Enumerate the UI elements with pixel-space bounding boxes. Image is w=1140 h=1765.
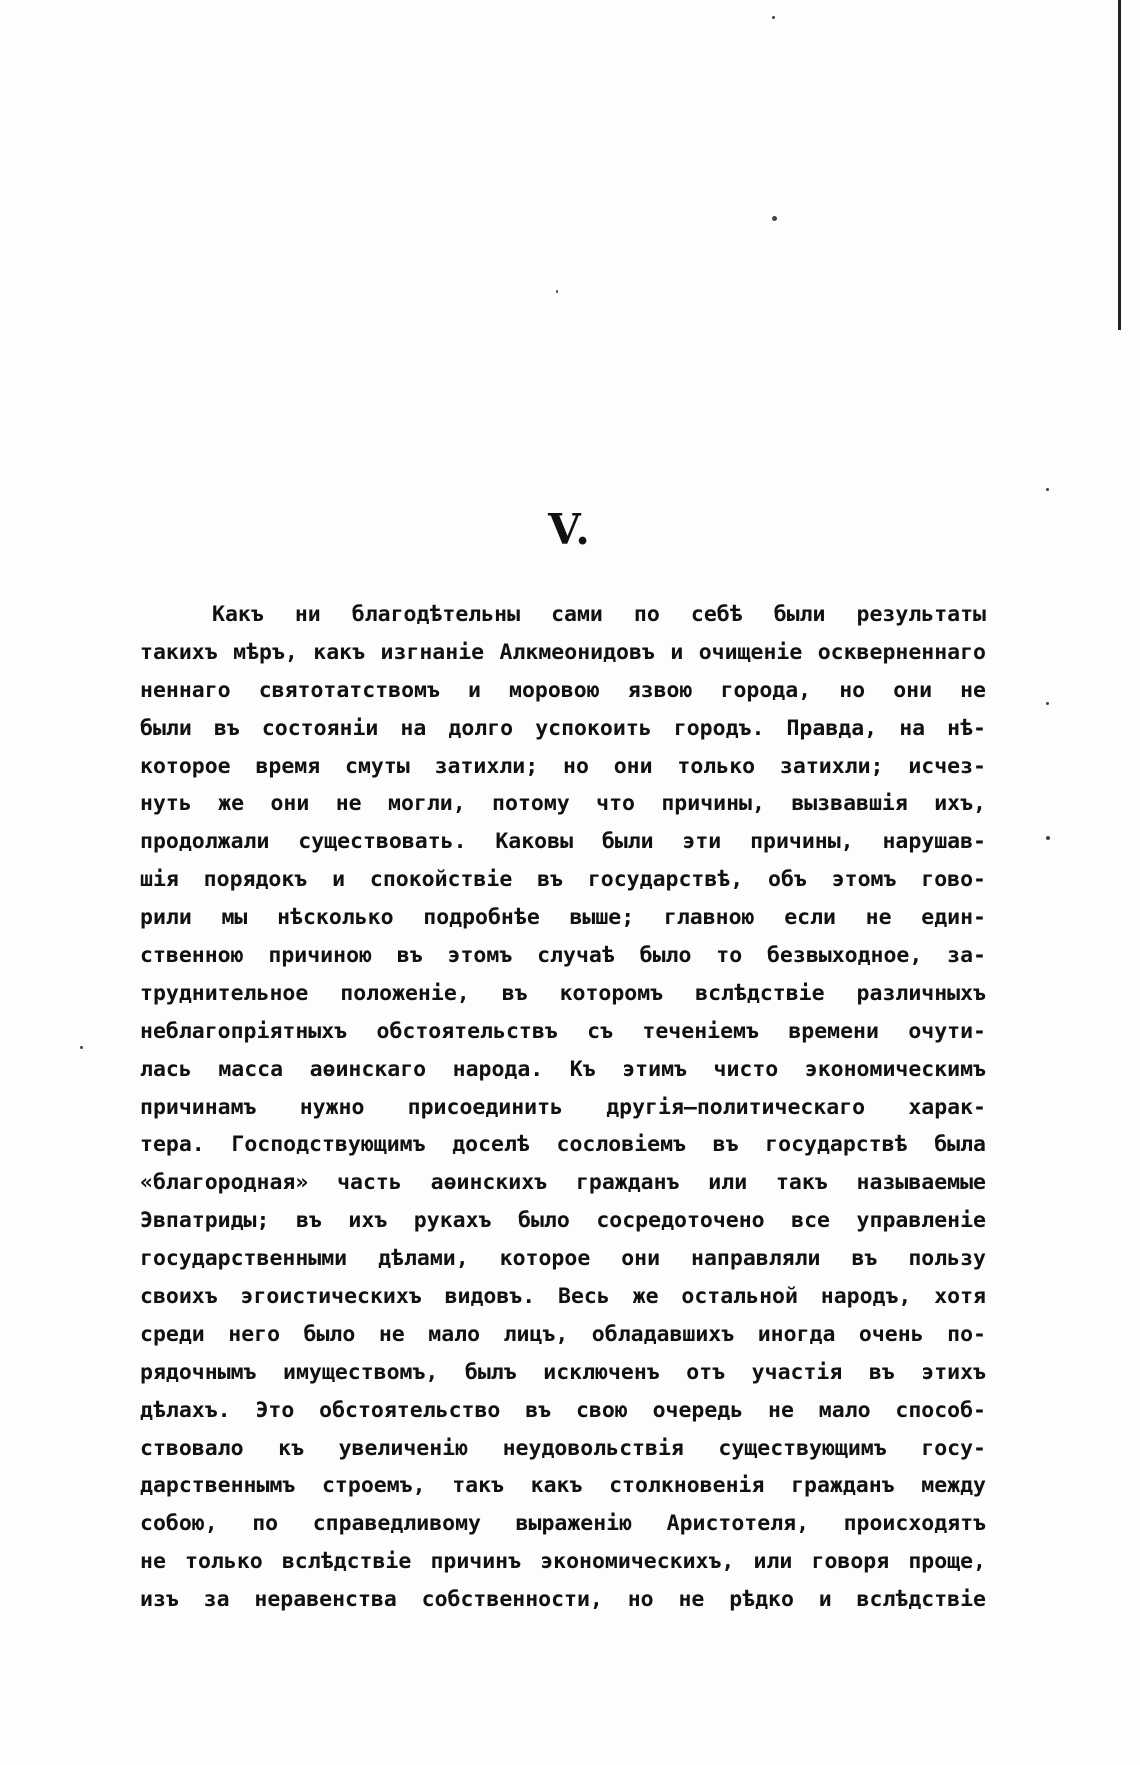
text-line: ственною причиною въ этомъ случаѣ было то безвыходное, за- [140,943,986,969]
page-edge-rule [1118,0,1121,330]
chapter-heading: V. [548,505,592,554]
text-line: дѣлахъ. Это обстоятельство въ свою очередь не мало способ- [140,1397,986,1423]
body-text [140,596,986,1619]
text-line: ствовало къ увеличенію неудовольствія существующимъ госу- [140,1435,986,1461]
print-speck [556,290,558,293]
text-line: своихъ эгоистическихъ видовъ. Весь же остальной народъ, хотя [140,1284,986,1310]
text-line: не только вслѣдствіе причинъ экономическихъ, или говоря проще, [140,1549,986,1575]
text-line: государственными дѣлами, которое они направляли въ пользу [140,1246,986,1272]
text-line: Какъ ни благодѣтельны сами по себѣ были результаты [212,602,986,627]
text-line: которое время смуты затихли; но они только затихли; исчез- [140,753,986,779]
print-speck [1046,702,1049,705]
text-line: нуть же они не могли, потому что причины, вызвавшія ихъ, [140,791,986,817]
print-speck [1046,836,1050,840]
print-speck [1046,488,1049,491]
text-line: неблагопріятныхъ обстоятельствъ съ теченіемъ времени очути- [140,1018,986,1044]
print-speck [80,1046,83,1049]
text-line: изъ за неравенства собственности, но не рѣдко и вслѣдствіе [140,1587,986,1613]
text-line: собою, по справедливому выраженію Аристотеля, происходятъ [140,1511,986,1537]
text-line: «благородная» часть аѳинскихъ гражданъ или такъ называемые [140,1170,986,1196]
text-line: шія порядокъ и спокойствіе въ государствѣ, объ этомъ гово- [140,867,986,893]
text-line: рядочнымъ имуществомъ, былъ исключенъ отъ участія въ этихъ [140,1359,986,1385]
text-line: среди него было не мало лицъ, обладавшихъ иногда очень по- [140,1321,986,1347]
print-speck [772,216,777,221]
text-line: причинамъ нужно присоединить другія—политическаго харак- [140,1094,986,1120]
text-line: Эвпатриды; въ ихъ рукахъ было сосредоточено все управленіе [140,1208,986,1234]
text-line: труднительное положеніе, въ которомъ вслѣдствіе различныхъ [140,980,986,1006]
text-line: лась масса аѳинскаго народа. Къ этимъ чисто экономическимъ [140,1056,986,1082]
text-line: рили мы нѣсколько подробнѣе выше; главною если не един- [140,905,986,931]
text-line: такихъ мѣръ, какъ изгнаніе Алкмеонидовъ и очищеніе оскверненнаго [140,639,986,665]
text-line: дарственнымъ строемъ, такъ какъ столкновенія гражданъ между [140,1473,986,1499]
text-line: продолжали существовать. Каковы были эти причины, нарушав- [140,829,986,855]
text-line: неннаго святотатствомъ и моровою язвою города, но они не [140,677,986,703]
text-line: тера. Господствующимъ доселѣ сословіемъ въ государствѣ была [140,1132,986,1158]
print-speck [772,16,775,19]
text-line: были въ состояніи на долго успокоить городъ. Правда, на нѣ- [140,715,986,741]
